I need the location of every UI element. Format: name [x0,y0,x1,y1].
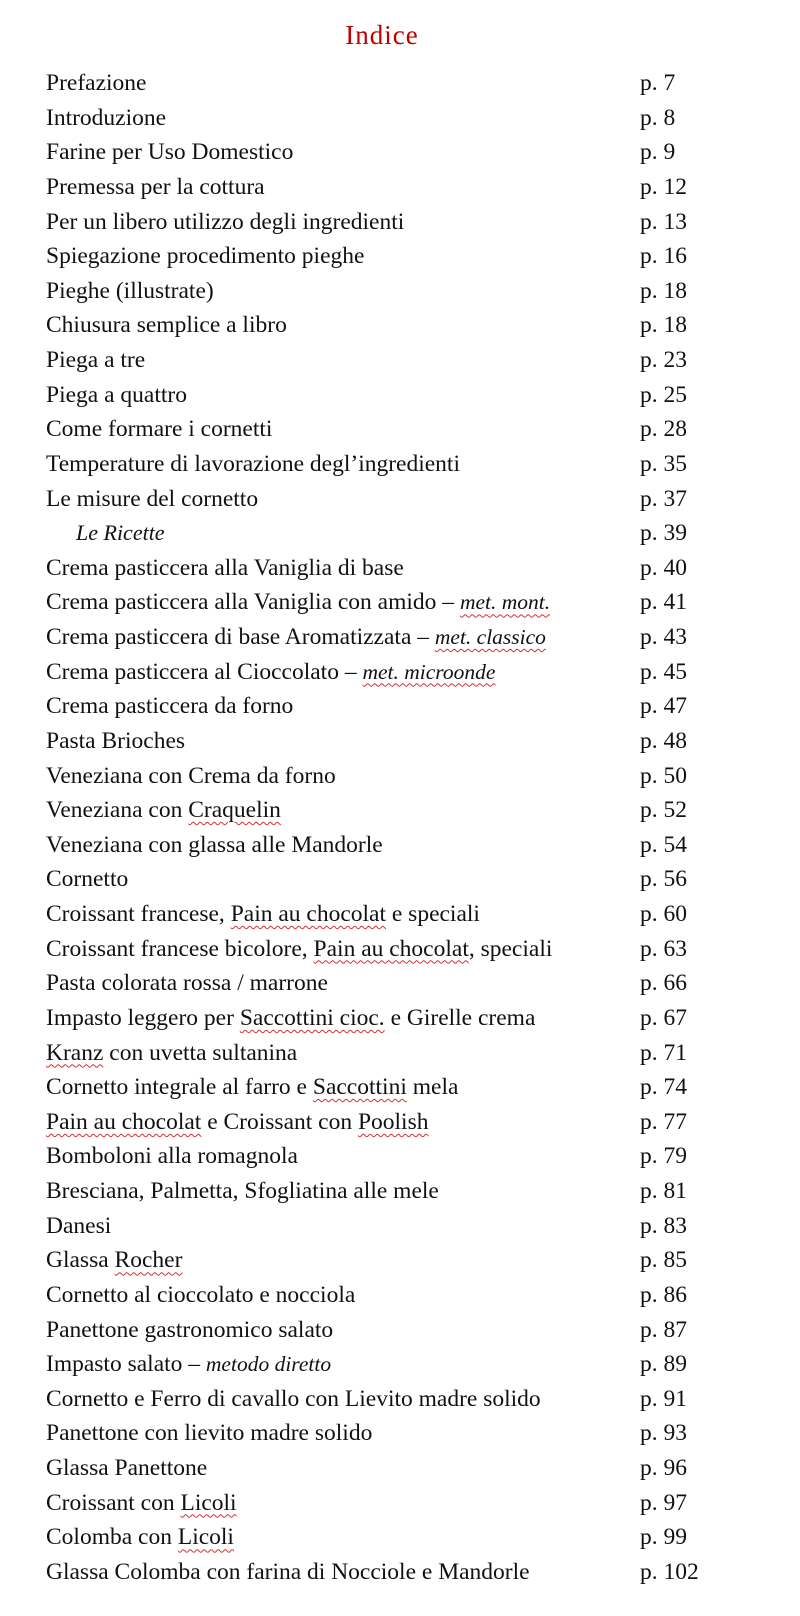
toc-entry [46,1313,766,1348]
toc-entry-text-segment: Cornetto [46,866,129,893]
toc-entry-title [46,378,187,413]
toc-entry-text-segment: Colomba con [46,1524,178,1551]
toc-entry-text-segment: Premessa per la cottura [46,173,265,200]
toc-entry [46,1070,766,1105]
toc-entry [46,620,766,655]
toc-entry-page-number: p. 18 [640,312,687,339]
toc-entry [46,1451,766,1486]
toc-entry [46,1036,766,1071]
toc-entry [46,966,766,1001]
toc-entry-title [46,1209,111,1244]
toc-entry-text-segment: Le Ricette [76,520,165,546]
toc-entry [46,897,766,932]
toc-entry-title [46,1347,331,1382]
toc-entry [46,828,766,863]
toc-entry-page-number: p. 97 [640,1489,687,1516]
toc-entry-page-number: p. 25 [640,381,687,408]
toc-entry-text-segment: Cornetto integrale al farro e [46,1074,313,1101]
toc-entry [46,412,766,447]
toc-entry-page-number: p. 79 [640,1143,687,1170]
toc-entry [46,1243,766,1278]
toc-entry-text-segment: Le misure del cornetto [46,485,259,512]
toc-entry-title [46,1278,355,1313]
toc-entry-text-segment: met. microonde [362,659,496,684]
toc-entry [46,516,766,551]
toc-entry-title [46,1105,428,1140]
toc-entry-page-number: p. 39 [640,520,687,547]
toc-entry-page-number: p. 71 [640,1039,687,1066]
toc-entry [46,1105,766,1140]
toc-entry-text-segment: Pain au chocolat [230,901,386,927]
toc-entry-page-number: p. 81 [640,1178,687,1204]
toc-entry-text-segment: Pieghe (illustrate) [46,277,214,304]
toc-entry-text-segment: Pasta colorata rossa / marrone [46,970,328,997]
toc-entry-title [46,1416,372,1451]
toc-entry-text-segment: Panettone con lievito madre solido [46,1420,373,1447]
toc-entry-title [46,1486,237,1521]
toc-entry-title [46,1001,535,1036]
toc-entry [46,689,766,724]
toc-entry-page-number: p. 56 [640,866,687,893]
toc-entry-text-segment: Impasto leggero per [46,1004,240,1031]
toc-entry-page-number: p. 40 [640,554,687,581]
toc-entry [46,1520,766,1555]
toc-entry-text-segment: Croissant francese bicolore, [46,935,314,962]
toc-entry-title [46,1520,234,1555]
toc-entry-text-segment: Glassa [46,1247,115,1274]
page-title: Indice [345,20,419,50]
toc-entry-text-segment: Saccottini cioc. [239,1004,385,1031]
toc-entry-page-number: p. 35 [640,450,687,477]
toc-entry-title [46,1139,298,1174]
toc-entry-page-number: p. 8 [640,104,676,131]
toc-entry-text-segment: met. mont. [459,590,551,615]
toc-entry-text-segment: Glassa Colomba con farina di Nocciole e Mandorle [46,1558,530,1585]
toc-entry-title [46,66,146,101]
toc-entry-title [46,1174,439,1209]
toc-entry [46,655,766,690]
toc-entry-text-segment: e speciali [386,901,480,927]
toc-entry [46,343,766,378]
toc-entry-title [46,205,404,240]
toc-entry-title [46,1451,207,1486]
toc-entry [46,1001,766,1036]
toc-entry [46,724,766,759]
toc-entry-page-number: p. 83 [640,1212,687,1239]
toc-entry [46,170,766,205]
toc-entry-text-segment: Kranz [46,1039,104,1066]
toc-entry-text-segment: Per un libero utilizzo degli ingredienti [46,208,405,235]
toc-entry [46,308,766,343]
toc-entry-page-number: p. 85 [640,1247,687,1274]
toc-entry-title [46,897,480,932]
toc-entry-title [46,1243,182,1278]
toc-entry-page-number: p. 77 [640,1108,687,1135]
toc-entry-page-number: p. 74 [640,1074,687,1101]
toc-entry-title [46,135,293,170]
toc-entry-text-segment: Craquelin [188,797,281,824]
toc-entry-page-number: p. 52 [640,797,687,824]
toc-entry-text-segment: Licoli [177,1524,234,1551]
toc-entry-title [46,1313,333,1348]
toc-entry [46,1486,766,1521]
toc-entry-page-number: p. 67 [640,1004,687,1031]
toc-entry [46,447,766,482]
toc-entry-title [46,101,166,136]
toc-entry-text-segment: e Girelle crema [384,1004,536,1031]
toc-entry-text-segment: Piega a tre [46,347,146,373]
toc-entry [46,1139,766,1174]
toc-entry-text-segment: Prefazione [46,70,147,96]
toc-entry-text-segment: Licoli [180,1489,237,1516]
toc-entry-page-number: p. 37 [640,485,687,512]
toc-entry-page-number: p. 13 [640,208,687,235]
toc-entry-page-number: p. 47 [640,693,687,720]
toc-entry-text-segment: Croissant con [46,1489,181,1516]
toc-entry-text-segment: Pain au chocolat [46,1108,202,1135]
toc-entry-text-segment: Pasta Brioches [46,727,186,754]
toc-entry-title [46,274,214,309]
toc-entry-page-number: p. 12 [640,173,687,200]
toc-entry [46,378,766,413]
toc-entry-text-segment: Veneziana con [46,797,189,824]
toc-entry-title [46,620,546,655]
toc-entry-page-number: p. 89 [640,1351,687,1378]
toc-entry-text-segment: Bresciana, Palmetta, Sfogliatina alle mele [46,1178,439,1204]
toc-entry-text-segment: Spiegazione procedimento pieghe [46,243,365,270]
toc-entry-text-segment: Pain au chocolat [313,935,469,962]
toc-entry [46,1416,766,1451]
toc-entry [46,1278,766,1313]
toc-entry-page-number: p. 23 [640,347,687,373]
toc-entry-page-number: p. 41 [640,589,687,616]
toc-entry-page-number: p. 102 [640,1558,699,1585]
toc-entry-text-segment: Danesi [46,1212,112,1239]
toc-entry [46,66,766,101]
toc-entry-page-number: p. 43 [640,624,687,650]
toc-entry-title [46,482,258,517]
toc-entry [46,585,766,620]
toc-entry-title [46,932,552,967]
toc-entry-page-number: p. 7 [640,70,676,96]
toc-entry-page-number: p. 45 [640,658,687,685]
toc-entry-title [46,343,145,378]
toc-entry-title [46,966,328,1001]
toc-entry-text-segment: Impasto salato – [46,1351,206,1378]
toc-entry-text-segment: Chiusura semplice a libro [46,312,287,339]
toc-entry-page-number: p. 54 [640,831,687,858]
toc-entry [46,239,766,274]
toc-entry-text-segment: Come formare i cornetti [46,416,273,443]
toc-entry-text-segment: Piega a quattro [46,381,187,408]
toc-entry-text-segment: Croissant francese, [46,901,231,927]
toc-entry-title [46,862,128,897]
toc-entry-title [46,412,272,447]
toc-entry-text-segment: Cornetto e Ferro di cavallo con Lievito madre solido [46,1385,541,1412]
toc-entry [46,205,766,240]
toc-entry-page-number: p. 96 [640,1455,687,1481]
toc-entry [46,1209,766,1244]
toc-entry-text-segment: Cornetto al cioccolato e nocciola [46,1281,356,1308]
toc-entry-title [46,239,364,274]
toc-entry-text-segment: Poolish [357,1108,429,1135]
toc-entry-title [46,585,550,620]
toc-entry-title [46,1070,458,1105]
toc-entry-text-segment: Crema pasticcera alla Vaniglia con amido – [46,589,460,616]
toc-entry-page-number: p. 48 [640,727,687,754]
toc-entry-title [46,1555,530,1590]
toc-entry-text-segment: Bomboloni alla romagnola [46,1143,298,1170]
toc-entry-text-segment: e Croissant con [201,1108,358,1135]
toc-entry-page-number: p. 99 [640,1524,687,1551]
toc-entry-text-segment: Glassa Panettone [46,1455,208,1481]
toc-entry [46,1347,766,1382]
toc-entry [46,932,766,967]
toc-entry [46,1174,766,1209]
toc-entry [46,759,766,794]
table-of-contents [46,66,766,1590]
toc-entry-page-number: p. 60 [640,901,687,927]
toc-entry-title [46,447,460,482]
toc-entry-text-segment: Crema pasticcera alla Vaniglia di base [46,554,404,581]
toc-entry-page-number: p. 91 [640,1385,687,1412]
toc-entry-page-number: p. 86 [640,1281,687,1308]
toc-entry-title [46,689,293,724]
toc-entry [46,1555,766,1590]
toc-entry-text-segment: Crema pasticcera al Cioccolato – [46,658,363,685]
toc-entry-page-number: p. 93 [640,1420,687,1447]
toc-entry-page-number: p. 9 [640,139,676,166]
toc-entry [46,1382,766,1417]
toc-entry-text-segment: Introduzione [46,104,167,131]
toc-entry [46,482,766,517]
toc-entry-title [46,828,383,863]
toc-entry-text-segment: Crema pasticcera di base Aromatizzata – [46,624,435,650]
toc-entry [46,551,766,586]
toc-entry-page-number: p. 63 [640,935,687,962]
toc-entry-title [46,655,495,690]
toc-entry-title [46,308,287,343]
toc-entry-title [76,516,165,551]
toc-entry-text-segment: Crema pasticcera da forno [46,693,294,720]
toc-entry-title [46,551,404,586]
toc-entry-text-segment: Panettone gastronomico salato [46,1316,334,1343]
toc-entry [46,101,766,136]
toc-entry-page-number: p. 18 [640,277,687,304]
toc-entry-title [46,1036,297,1071]
toc-entry [46,862,766,897]
toc-entry-text-segment: , speciali [468,935,553,962]
toc-entry-page-number: p. 66 [640,970,687,997]
toc-entry-title [46,170,265,205]
toc-entry [46,135,766,170]
toc-entry-title [46,724,185,759]
toc-entry [46,793,766,828]
toc-entry-page-number: p. 50 [640,762,687,789]
toc-entry-text-segment: Rocher [114,1247,183,1274]
toc-entry-page-number: p. 28 [640,416,687,443]
toc-entry-text-segment: met. classico [434,625,546,649]
toc-entry-text-segment: Farine per Uso Domestico [46,139,294,166]
toc-entry-title [46,1382,541,1417]
toc-entry-title [46,759,336,794]
toc-entry-text-segment: Saccottini [312,1074,407,1101]
toc-entry-text-segment: con uvetta sultanina [103,1039,298,1066]
toc-entry-page-number: p. 16 [640,243,687,270]
toc-entry-text-segment: metodo diretto [205,1352,332,1377]
toc-entry-text-segment: Veneziana con glassa alle Mandorle [46,831,383,858]
toc-entry [46,274,766,309]
toc-entry-text-segment: Veneziana con Crema da forno [46,762,336,789]
toc-entry-page-number: p. 87 [640,1316,687,1343]
toc-entry-text-segment: mela [406,1074,459,1101]
toc-entry-title [46,793,281,828]
toc-entry-text-segment: Temperature di lavorazione degl’ingredienti [46,450,460,477]
